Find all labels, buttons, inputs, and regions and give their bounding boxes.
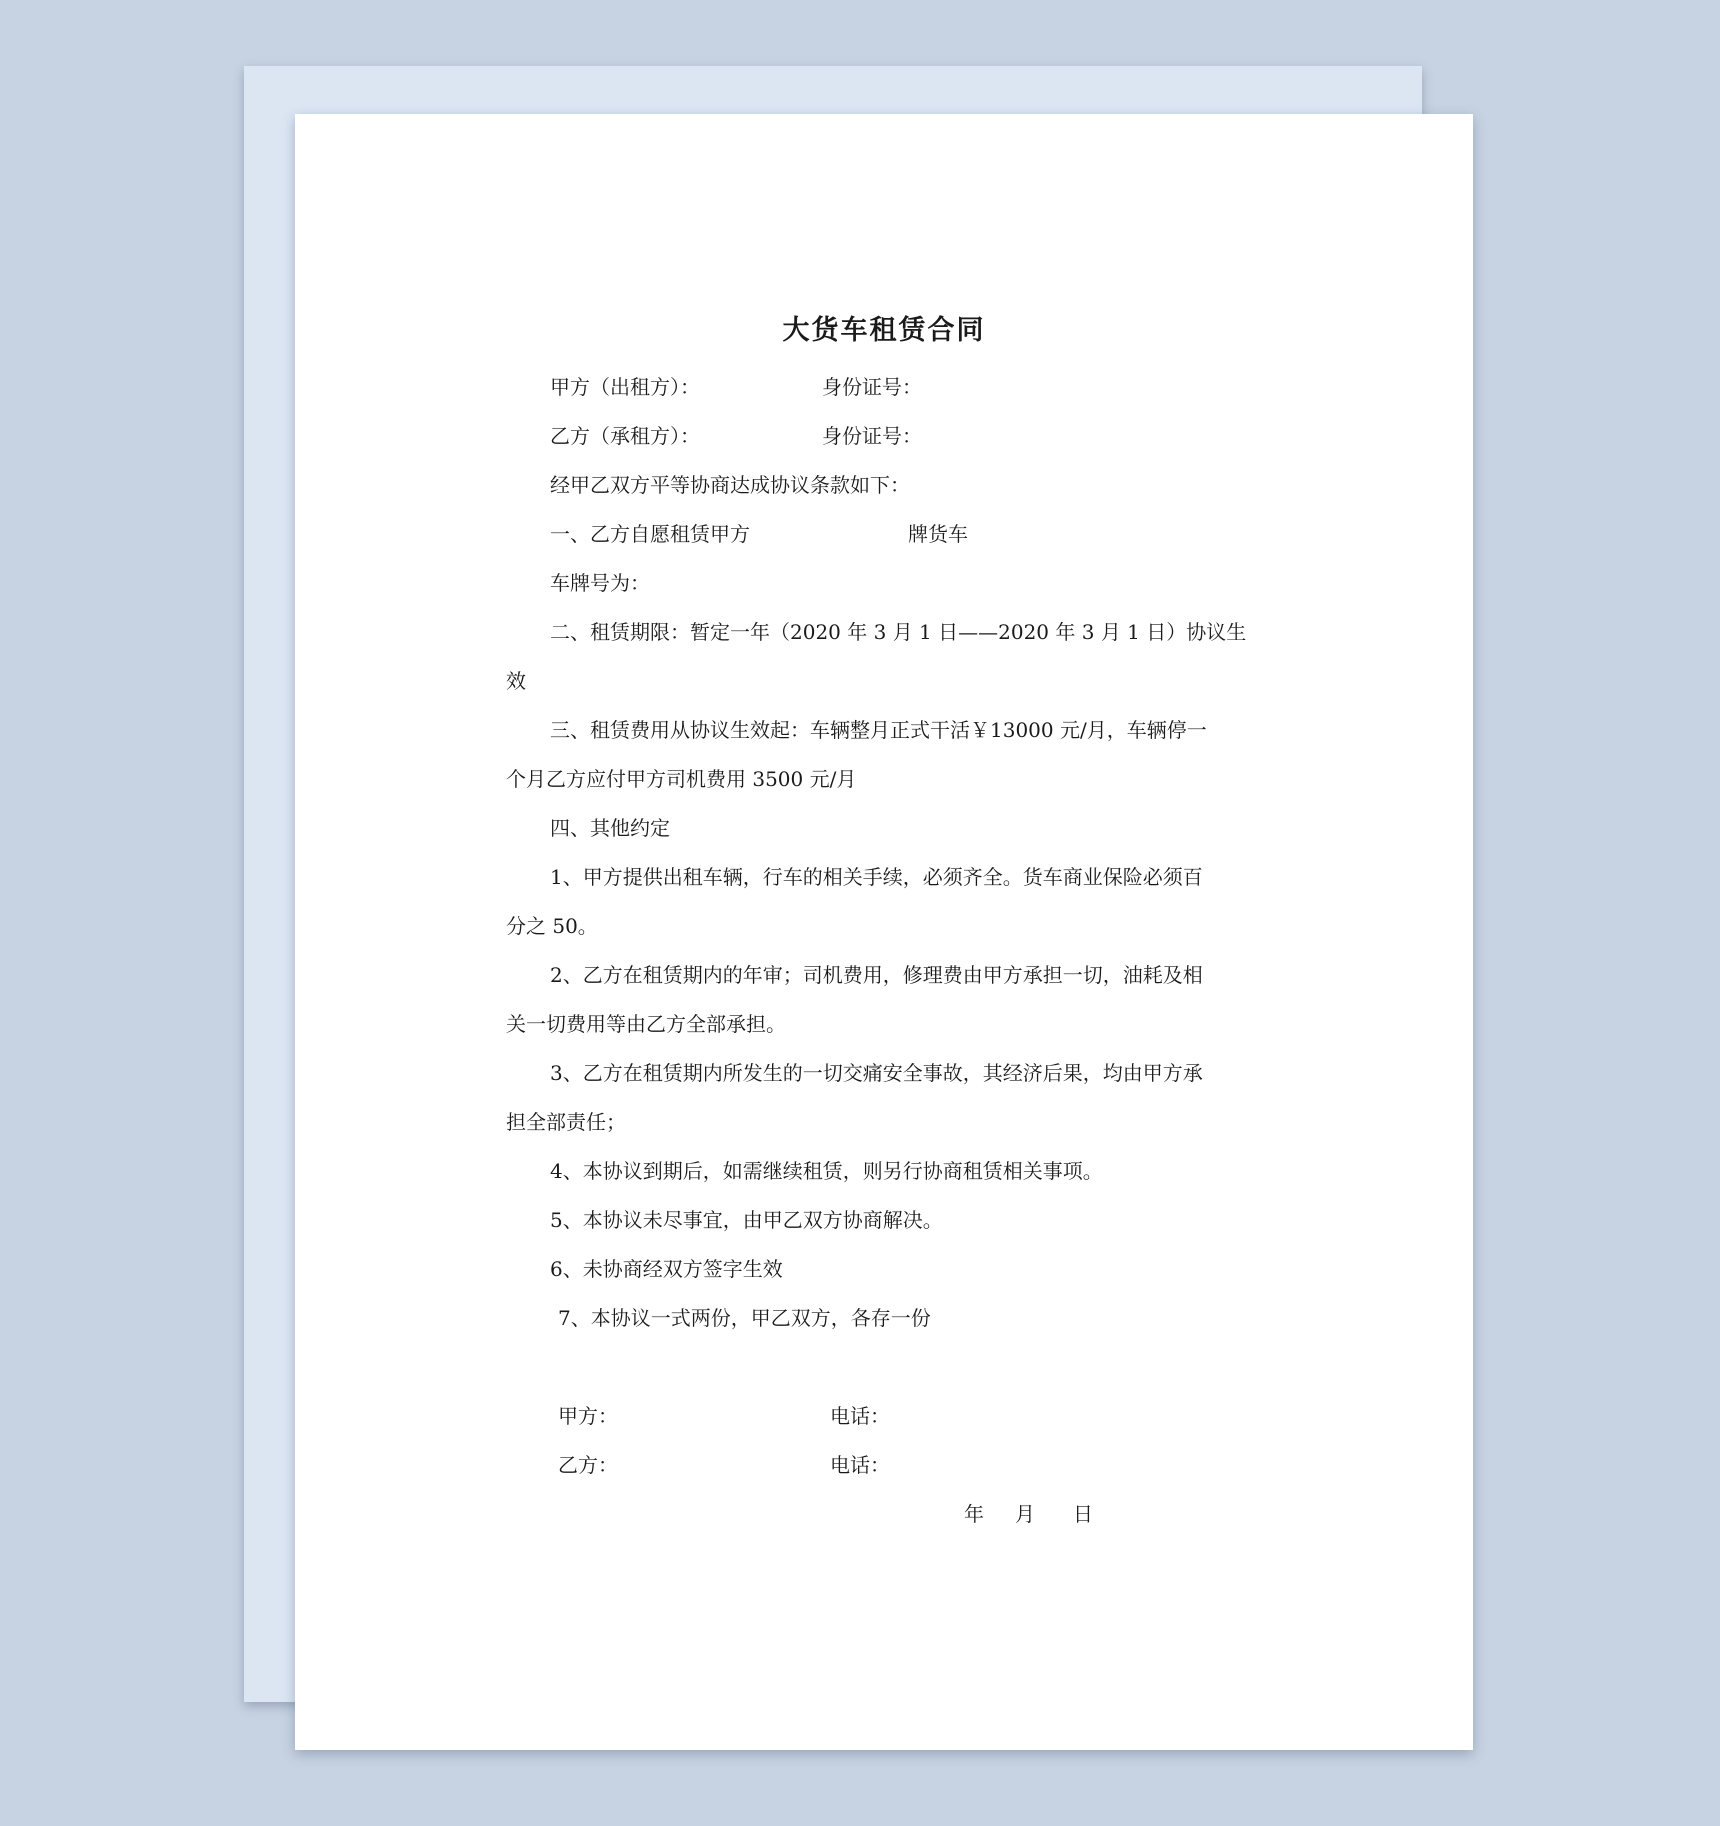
clause-1-truck-brand: 牌货车 — [908, 522, 968, 546]
signature-party-b-phone-label: 电话： — [830, 1453, 890, 1477]
date-day-label: 日 — [1073, 1502, 1093, 1526]
party-b-id-label: 身份证号： — [822, 424, 922, 448]
item-3-line-2: 担全部责任； — [506, 1110, 626, 1134]
clause-3-line-1: 三、租赁费用从协议生效起：车辆整月正式干活￥13000 元/月，车辆停一 — [550, 718, 1207, 742]
clause-2-line-1: 二、租赁期限：暂定一年（2020 年 3 月 1 日——2020 年 3 月 1 日）协议生 — [550, 620, 1247, 644]
item-1-line-2: 分之 50。 — [506, 914, 598, 938]
party-a-id-label: 身份证号： — [822, 375, 922, 399]
date-month-label: 月 — [1015, 1502, 1035, 1526]
item-3-line-1: 3、乙方在租赁期内所发生的一切交痛安全事故，其经济后果，均由甲方承 — [550, 1061, 1203, 1085]
item-7: 7、本协议一式两份，甲乙双方，各存一份 — [558, 1306, 931, 1330]
clause-4-heading: 四、其他约定 — [550, 816, 670, 840]
item-6: 6、未协商经双方签字生效 — [550, 1257, 783, 1281]
document-title: 大货车租赁合同 — [782, 315, 986, 346]
item-2-line-1: 2、乙方在租赁期内的年审；司机费用，修理费由甲方承担一切，油耗及相 — [550, 963, 1203, 987]
item-2-line-2: 关一切费用等由乙方全部承担。 — [506, 1012, 786, 1036]
item-1-line-1: 1、甲方提供出租车辆，行车的相关手续，必须齐全。货车商业保险必须百 — [550, 865, 1203, 889]
date-year-label: 年 — [964, 1502, 984, 1526]
signature-party-b-label: 乙方： — [558, 1453, 618, 1477]
clause-3-line-2: 个月乙方应付甲方司机费用 3500 元/月 — [506, 767, 857, 791]
clause-2-line-2: 效 — [506, 669, 526, 693]
document-page — [295, 114, 1473, 1750]
signature-party-a-phone-label: 电话： — [830, 1404, 890, 1428]
plate-number-label: 车牌号为： — [550, 571, 650, 595]
party-b-label: 乙方（承租方）： — [550, 424, 700, 448]
signature-party-a-label: 甲方： — [558, 1404, 618, 1428]
item-5: 5、本协议未尽事宜，由甲乙双方协商解决。 — [550, 1208, 943, 1232]
intro-text: 经甲乙双方平等协商达成协议条款如下： — [550, 473, 910, 497]
item-4: 4、本协议到期后，如需继续租赁，则另行协商租赁相关事项。 — [550, 1159, 1103, 1183]
clause-1-text: 一、乙方自愿租赁甲方 — [550, 522, 750, 546]
party-a-label: 甲方（出租方）： — [550, 375, 700, 399]
